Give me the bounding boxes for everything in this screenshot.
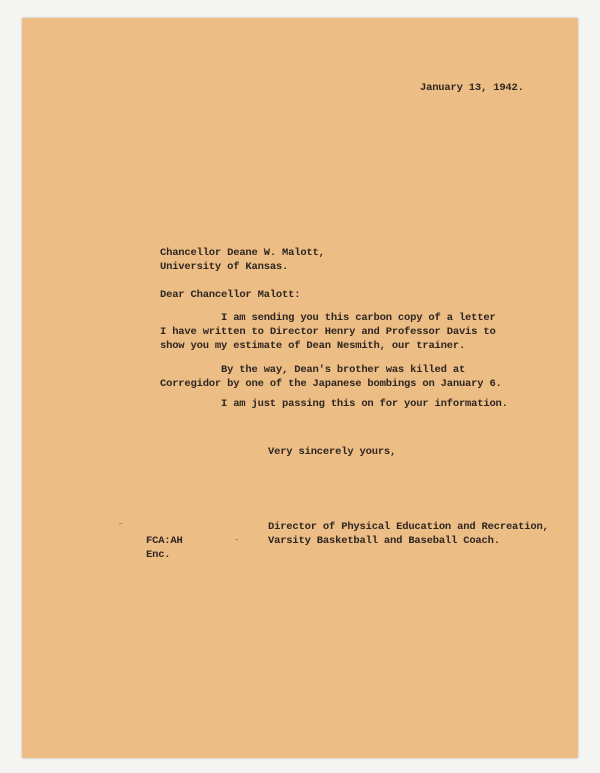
enclosure-note: Enc. [146, 549, 171, 561]
paragraph-2-line-1: By the way, Dean's brother was killed at [221, 364, 466, 376]
paper-speck [119, 523, 122, 524]
signature-title-line-2: Varsity Basketball and Baseball Coach. [268, 535, 500, 547]
paragraph-1-line-3: show you my estimate of Dean Nesmith, our trainer. [160, 340, 466, 352]
salutation: Dear Chancellor Malott: [160, 289, 301, 301]
letter-date: January 13, 1942. [420, 82, 524, 94]
recipient-organization: University of Kansas. [160, 261, 289, 273]
recipient-name: Chancellor Deane W. Malott, [160, 247, 325, 259]
typist-initials: FCA:AH [146, 535, 183, 547]
paragraph-2-line-2: Corregidor by one of the Japanese bombings on January 6. [160, 378, 502, 390]
paper-speck [235, 539, 238, 540]
closing: Very sincerely yours, [268, 446, 397, 458]
paragraph-1-line-1: I am sending you this carbon copy of a letter [221, 312, 496, 324]
letter-page [22, 18, 578, 758]
paragraph-1-line-2: I have written to Director Henry and Professor Davis to [160, 326, 496, 338]
signature-title-line-1: Director of Physical Education and Recreation, [268, 521, 549, 533]
paragraph-3: I am just passing this on for your information. [221, 398, 508, 410]
